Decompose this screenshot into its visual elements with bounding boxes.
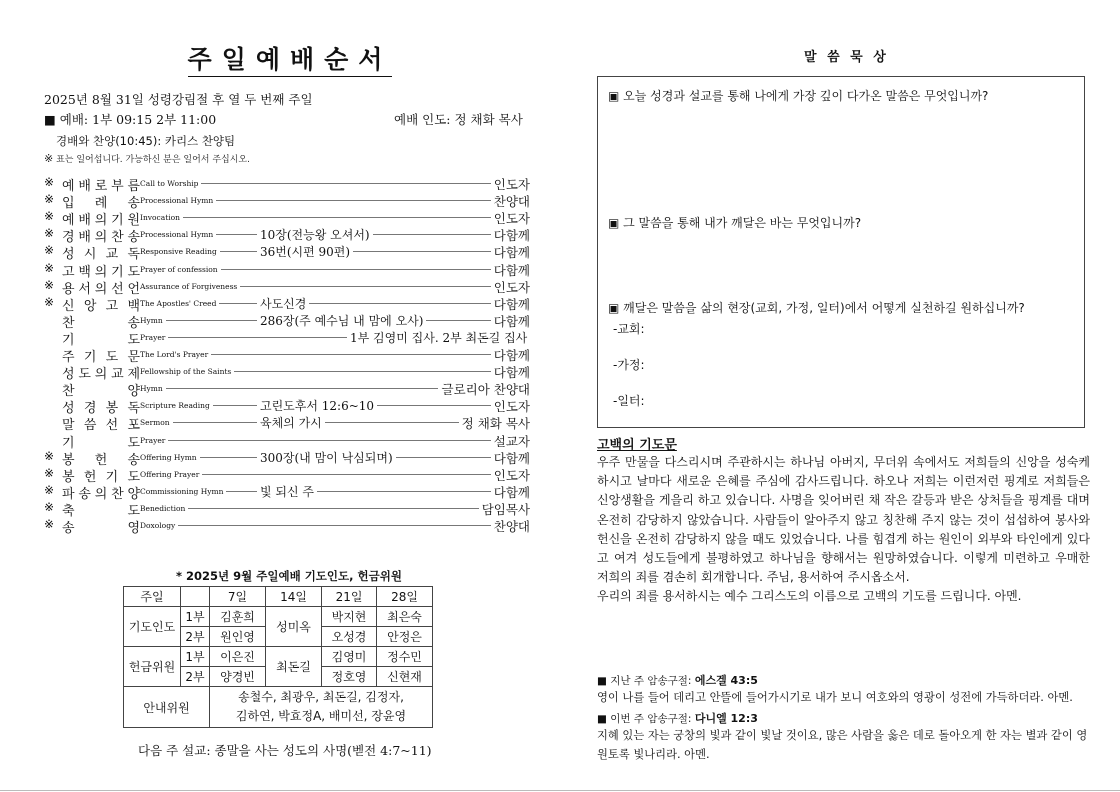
order-item-english: Offering Hymn	[140, 452, 197, 462]
part-label: 1부	[181, 647, 210, 667]
usher-line: 김하연, 박효정A, 배미선, 장윤영	[235, 709, 407, 723]
dotted-leader	[166, 320, 257, 321]
this-week-ref: 다니엘 12:3	[694, 712, 758, 725]
dotted-leader	[226, 491, 257, 492]
confession-body	[597, 453, 1090, 607]
part-label: 2부	[181, 667, 210, 687]
order-item-english: Responsive Reading	[140, 247, 217, 257]
order-item	[44, 312, 530, 329]
dotted-leader	[201, 183, 491, 184]
praise-line: 경배와 찬양(10:45): 카리스 찬양팀	[56, 134, 236, 148]
order-item-name: 기 도	[62, 332, 140, 348]
order-item-english: Sermon	[140, 418, 170, 428]
sched-cell: 최돈길	[266, 647, 322, 687]
last-week-ref: 에스겔 43:5	[694, 674, 758, 687]
order-item-english: Hymn	[140, 384, 163, 394]
sched-head: 7일	[210, 587, 266, 607]
order-item-leader: 담임목사	[481, 501, 530, 517]
stand-mark: ※	[44, 209, 55, 224]
order-item-english: Hymn	[140, 315, 163, 325]
order-item	[44, 192, 530, 212]
stand-mark: ※	[44, 192, 55, 207]
order-item-content: 사도신경	[260, 296, 307, 311]
dotted-leader	[325, 422, 459, 423]
order-item-leader: 다함께	[493, 365, 530, 381]
order-item-english: Prayer	[140, 332, 166, 342]
order-item-content: 육체의 가시	[260, 416, 322, 431]
order-item-english: Scripture Reading	[140, 401, 210, 411]
last-week-label: ■ 지난 주 암송구절:	[597, 675, 695, 687]
order-item	[44, 226, 530, 246]
schedule-title: * 2025년 9월 주일예배 기도인도, 헌금위원	[176, 569, 402, 583]
order-item-leader: 인도자	[493, 279, 530, 295]
usher-line: 송철수, 최광우, 최돈길, 김정자,	[238, 690, 404, 704]
field-home: -가정:	[613, 358, 645, 372]
order-item-english: Processional Hymn	[140, 230, 214, 240]
order-item-english: Fellowship of the Saints	[140, 367, 232, 377]
question-1: ▣ 오늘 성경과 설교를 통해 나에게 가장 깊이 다가온 말씀은 무엇입니까?	[608, 89, 989, 103]
order-item-name: 주 기 도 문	[62, 350, 140, 365]
dotted-leader	[216, 234, 257, 235]
this-week-text: 지혜 있는 자는 궁창의 빛과 같이 빛날 것이요, 많은 사람을 옳은 데로 돌아오게 한 자는 별과 같이 영원토록 빛나리라. 아멘.	[597, 729, 1088, 761]
meditation-title: 말 씀 묵 상	[804, 50, 889, 65]
dotted-leader	[200, 457, 257, 458]
order-item-english: Benediction	[140, 503, 186, 513]
order-item-name: 봉 헌 송	[62, 452, 140, 468]
worship-leader: 예배 인도: 정 채화 목사	[394, 112, 523, 127]
order-item	[44, 380, 530, 400]
order-item-english: Prayer of confession	[140, 264, 218, 274]
order-item-english: Offering Prayer	[140, 469, 200, 479]
order-item-name: 고 백 의 기 도	[62, 264, 140, 280]
page-title: 주일예배순서	[0, 40, 580, 76]
order-item	[44, 517, 530, 534]
sched-cell: 양경빈	[210, 667, 266, 687]
next-sermon: 다음 주 설교: 종말을 사는 성도의 사명(벧전 4:7~11)	[138, 743, 432, 758]
dotted-leader	[188, 508, 479, 509]
offering-label: 헌금위원	[124, 647, 181, 687]
order-item	[44, 449, 530, 466]
order-item	[44, 261, 530, 278]
prayer-label: 기도인도	[124, 607, 181, 647]
dotted-leader	[166, 388, 438, 389]
usher-label: 안내위원	[124, 687, 210, 728]
order-item-name: 신 앙 고 백	[62, 298, 140, 314]
order-item	[44, 346, 530, 363]
stand-mark: ※	[44, 260, 55, 275]
order-item-leader: 다함께	[493, 228, 530, 244]
order-item-name: 찬 양	[62, 384, 140, 400]
sched-cell: 김훈희	[210, 607, 266, 627]
date-line: 2025년 8월 31일 성령강림절 후 열 두 번째 주일	[44, 92, 313, 107]
sched-cell: 정수민	[377, 647, 433, 667]
dotted-leader	[211, 354, 491, 355]
confession-title: 고백의 기도문	[597, 438, 677, 453]
order-item-leader: 다함께	[493, 348, 530, 363]
order-item	[44, 243, 530, 263]
question-2: ▣ 그 말씀을 통해 내가 깨달은 바는 무엇입니까?	[608, 216, 862, 230]
dotted-leader	[234, 371, 491, 372]
order-item-leader: 찬양대	[493, 194, 530, 210]
order-item-name: 성 경 봉 독	[62, 401, 140, 417]
dotted-leader	[183, 217, 491, 218]
order-item-leader: 인도자	[493, 399, 530, 415]
stand-mark: ※	[44, 482, 55, 497]
dotted-leader	[220, 251, 257, 252]
stand-mark: ※	[44, 243, 55, 258]
stand-mark: ※	[44, 294, 55, 309]
order-item-leader: 인도자	[493, 467, 530, 483]
order-item-leader: 정 채화 목사	[461, 416, 530, 432]
order-item	[44, 278, 530, 295]
order-item-english: The Lord's Prayer	[140, 350, 209, 359]
order-item-english: Invocation	[140, 213, 180, 223]
order-item-leader: 다함께	[493, 450, 530, 466]
order-item-content: 300장(내 맘이 낙심되며)	[260, 450, 393, 465]
order-item	[44, 295, 530, 312]
order-item-leader: 찬양대	[493, 519, 530, 534]
order-item-name: 축 도	[62, 503, 140, 519]
order-item-name: 찬 송	[62, 315, 140, 331]
service-times: ■ 예배: 1부 09:15 2부 11:00	[44, 112, 217, 127]
order-item-english: Assurance of Forgiveness	[140, 281, 238, 291]
order-item-english: Doxology	[140, 521, 176, 530]
confession-text: 우주 만물을 다스리시며 주관하시는 하나님 아버지, 무더위 속에서도 저희들의 신앙을 성숙케 하시고 날마다 새로운 은혜를 주심에 감사드립니다. 하오나 저희는 이런저런 핑계로 저희들은 신앙생활을 게을리 하고 있습니다. 사명을 잊어버린 채 작은 갈등과 받은 상처들을 핑계를 대며 온전히 감당하지 않았습니다. 사람들이 알아주지 않고 칭찬해 주지 않는 것이 섭섭하여 봉사와 헌신을 온전히 감당하지 않을 때도 있었습니다. 나를 힘겹게 하는 원인이 외부와 타인에게 있다고 여겨 성도들에게 불평하였고 하나님을 향해서는 원망하였습니다. 이렇게 미련하고 우매한 저희의 죄를 겸손히 회개합니다. 주님, 용서하여 주시옵소서.	[597, 455, 1090, 585]
order-item-content: 10장(전능왕 오셔서)	[260, 228, 370, 243]
note-text: 표는 일어섭니다. 가능하신 분은 일어서 주십시오.	[53, 155, 250, 165]
order-item-name: 성 도 의 교 제	[62, 367, 140, 383]
sched-cell: 원인영	[210, 627, 266, 647]
order-item-name: 말 씀 선 포	[62, 418, 140, 434]
part-label: 2부	[181, 627, 210, 647]
last-week-text: 영이 나를 들어 데리고 안뜰에 들어가시기로 내가 보니 여호와의 영광이 성전에 가득하더라. 아멘.	[597, 691, 1073, 704]
order-item	[44, 363, 530, 383]
dotted-leader	[373, 234, 491, 235]
sched-cell: 박지현	[322, 607, 377, 627]
order-item-english: Prayer	[140, 435, 166, 445]
order-item-leader: 다함께	[493, 245, 530, 261]
memory-verses	[597, 669, 1093, 764]
dotted-leader	[240, 286, 491, 287]
order-item-english: The Apostles' Creed	[140, 298, 217, 308]
dotted-leader	[168, 337, 347, 338]
sched-cell: 정호영	[322, 667, 377, 687]
sched-cell: 신현재	[377, 667, 433, 687]
order-item-name: 송 영	[62, 521, 140, 536]
dotted-leader	[396, 457, 491, 458]
dotted-leader	[377, 405, 491, 406]
order-item-name: 예 배 의 기 원	[62, 213, 140, 229]
stand-note	[44, 152, 250, 165]
stand-mark: ※	[44, 226, 55, 241]
order-item-name: 입 례 송	[62, 196, 140, 212]
order-item-leader: 다함께	[493, 313, 530, 329]
stand-mark: ※	[44, 277, 55, 292]
schedule-table	[123, 586, 433, 728]
dotted-leader	[221, 269, 491, 270]
order-item-name: 파 송 의 찬 양	[62, 486, 140, 502]
stand-mark: ※	[44, 175, 55, 189]
sched-head-spacer	[181, 587, 210, 607]
dotted-leader	[168, 440, 491, 441]
sched-cell: 이은진	[210, 647, 266, 667]
sched-cell: 김영미	[322, 647, 377, 667]
dotted-leader	[317, 491, 491, 492]
order-item-content: 빛 되신 주	[260, 484, 314, 499]
sched-head: 21일	[322, 587, 377, 607]
order-item-content: 고린도후서 12:6~10	[260, 399, 375, 414]
order-item-leader: 다함께	[493, 484, 530, 500]
dotted-leader	[219, 303, 257, 304]
dotted-leader	[426, 320, 491, 321]
sched-head: 주일	[124, 587, 181, 607]
meditation-box	[597, 76, 1085, 428]
order-item	[44, 432, 530, 449]
order-item-leader: 설교자	[493, 433, 530, 449]
order-item-english: Processional Hymn	[140, 196, 214, 206]
order-item	[44, 500, 530, 517]
sched-head: 28일	[377, 587, 433, 607]
order-item-content: 1부 김영미 집사. 2부 최돈길 집사	[350, 330, 528, 345]
question-3: ▣ 깨달은 말씀을 삶의 현장(교회, 가정, 일터)에서 어떻게 실천하길 원하십니까?	[608, 301, 1025, 315]
order-item	[44, 414, 530, 434]
field-work: -일터:	[613, 394, 645, 408]
order-item	[44, 329, 530, 346]
dotted-leader	[353, 251, 491, 252]
note-mark: ※	[44, 152, 54, 165]
order-item-leader: 인도자	[493, 177, 530, 192]
dotted-leader	[173, 422, 257, 423]
order-item-leader: 다함께	[493, 296, 530, 312]
order-item-english: Commissioning Hymn	[140, 486, 224, 496]
sched-cell: 안정은	[377, 627, 433, 647]
dotted-leader	[309, 303, 491, 304]
dotted-leader	[213, 405, 257, 406]
sched-head: 14일	[266, 587, 322, 607]
stand-mark: ※	[44, 465, 55, 480]
usher-names	[210, 687, 433, 728]
this-week-label: ■ 이번 주 암송구절:	[597, 713, 695, 725]
confession-closing: 우리의 죄를 용서하시는 예수 그리스도의 이름으로 고백의 기도를 드립니다. 아멘.	[597, 589, 1022, 604]
order-item	[44, 175, 530, 192]
order-item-name: 성 시 교 독	[62, 247, 140, 263]
stand-mark: ※	[44, 517, 55, 531]
order-item	[44, 466, 530, 483]
sched-cell: 성미옥	[266, 607, 322, 647]
order-item-name: 봉 헌 기 도	[62, 469, 140, 485]
stand-mark: ※	[44, 448, 55, 463]
order-item-content: 286장(주 예수님 내 맘에 오사)	[260, 313, 424, 328]
sched-cell: 오성경	[322, 627, 377, 647]
stand-mark: ※	[44, 499, 55, 514]
bottom-rule	[0, 790, 1120, 791]
part-label: 1부	[181, 607, 210, 627]
order-item-leader: 다함께	[493, 262, 530, 278]
order-item	[44, 397, 530, 417]
order-item	[44, 209, 530, 229]
order-item-name: 기 도	[62, 435, 140, 451]
order-item-content: 36번(시편 90편)	[260, 245, 351, 260]
order-item-leader: 인도자	[493, 211, 530, 227]
dotted-leader	[178, 525, 491, 526]
order-item-name: 예 배 로 부 름	[62, 179, 140, 194]
order-item-leader: 글로리아 찬양대	[441, 382, 530, 398]
order-item-english: Call to Worship	[140, 179, 199, 188]
order-item-name: 경 배 의 찬 송	[62, 230, 140, 246]
order-item-name: 용 서 의 선 언	[62, 281, 140, 297]
order-item	[44, 483, 530, 500]
field-church: -교회:	[613, 322, 645, 336]
sched-cell: 최은숙	[377, 607, 433, 627]
dotted-leader	[202, 474, 491, 475]
dotted-leader	[216, 200, 491, 201]
